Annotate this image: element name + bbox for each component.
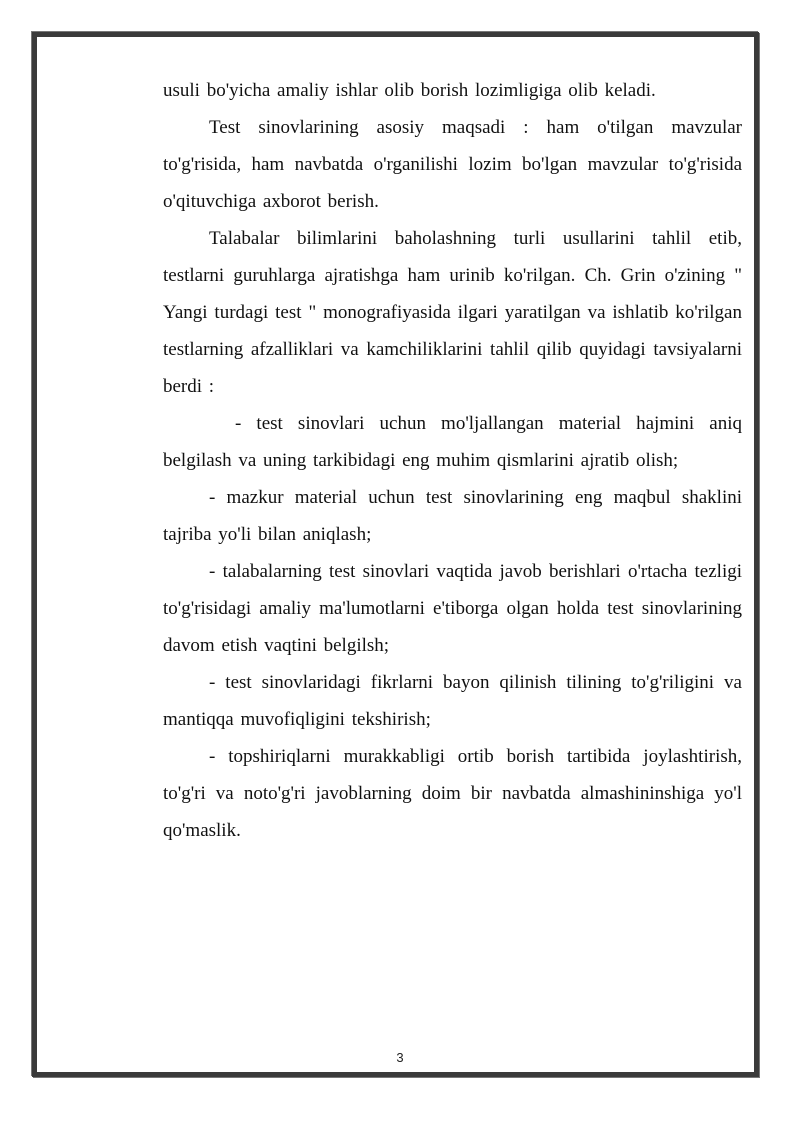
paragraph-continuation: usuli bo'yicha amaliy ishlar olib borish lozimligiga olib keladi. bbox=[163, 80, 656, 101]
list-item-test-form: - mazkur material uchun test sinovlarining eng maqbul shaklini tajriba yo'li bilan aniqlash; bbox=[163, 487, 742, 545]
list-item-task-order: - topshiriqlarni murakkabligi ortib borish tartibida joylashtirish, to'g'ri va noto'g'ri javoblarning doim bir navbatda almashininshiga yo'l qo'maslik. bbox=[163, 746, 742, 841]
list-item-language-check: - test sinovlaridagi fikrlarni bayon qilinish tilining to'g'riligini va mantiqqa muvofiqligini tekshirish; bbox=[163, 672, 742, 730]
document-body bbox=[163, 72, 742, 849]
paragraph-test-purpose: Test sinovlarining asosiy maqsadi : ham o'tilgan mavzular to'g'risida, ham navbatda o'rganilishi lozim bo'lgan mavzular to'g'risida o'qituvchiga axborot berish. bbox=[163, 117, 742, 212]
page-number: 3 bbox=[396, 1050, 404, 1065]
list-item-test-duration: - talabalarning test sinovlari vaqtida javob berishlari o'rtacha tezligi to'g'risidagi amaliy ma'lumotlarni e'tiborga olgan holda test sinovlarining davom etish vaqtini belgilsh; bbox=[163, 561, 742, 656]
paragraph-assessment-methods: Talabalar bilimlarini baholashning turli usullarini tahlil etib, testlarni guruhlarga ajratishga ham urinib ko'rilgan. Ch. Grin o'zining " Yangi turdagi test " monografiyasida ilgari yaratilgan va ishlatib ko'rilgan testlarning afzalliklari va kamchiliklarini tahlil qilib quyidagi tavsiyalarni berdi : bbox=[163, 228, 742, 397]
list-item-material-scope: - test sinovlari uchun mo'ljallangan material hajmini aniq belgilash va uning tarkibidagi eng muhim qismlarini ajratib olish; bbox=[163, 413, 742, 471]
